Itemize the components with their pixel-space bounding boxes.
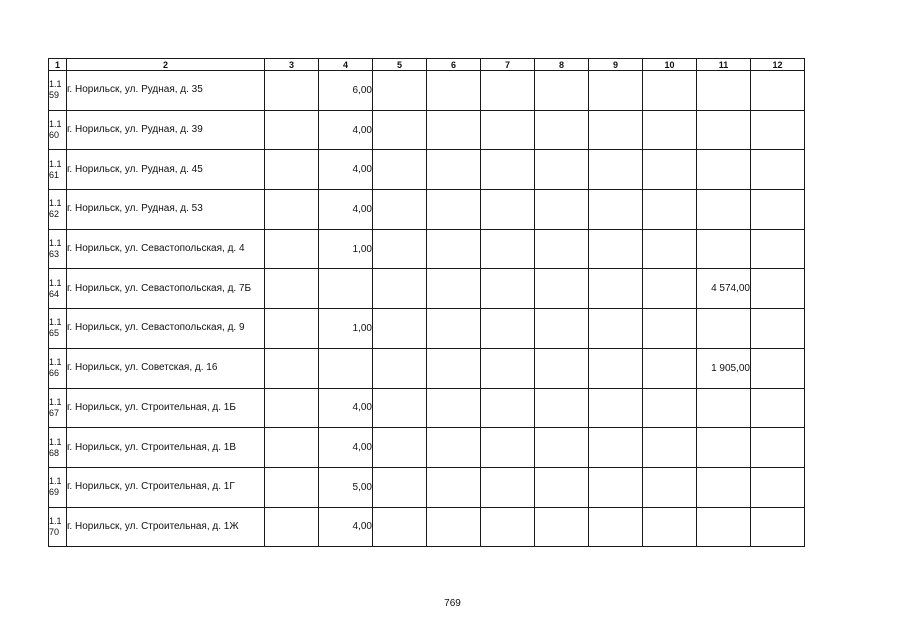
column-8-cell: [535, 150, 589, 190]
table-row: [49, 110, 805, 150]
column-6-cell: [427, 348, 481, 388]
column-header: 12: [751, 59, 805, 71]
column-3-cell: [265, 388, 319, 428]
column-11-cell: [697, 428, 751, 468]
row-number-cell: 1.1 66: [49, 348, 67, 388]
column-5-cell: [373, 229, 427, 269]
address-cell: г. Норильск, ул. Советская, д. 16: [67, 348, 265, 388]
column-header: 4: [319, 59, 373, 71]
column-11-cell: [697, 110, 751, 150]
column-8-cell: [535, 348, 589, 388]
table-row: [49, 428, 805, 468]
column-5-cell: [373, 269, 427, 309]
column-10-cell: [643, 110, 697, 150]
row-number-cell: 1.1 70: [49, 507, 67, 547]
column-9-cell: [589, 467, 643, 507]
column-10-cell: [643, 467, 697, 507]
column-9-cell: [589, 428, 643, 468]
column-7-cell: [481, 467, 535, 507]
column-3-cell: [265, 428, 319, 468]
column-5-cell: [373, 110, 427, 150]
column-4-cell: 4,00: [319, 110, 373, 150]
data-table: [48, 58, 805, 547]
column-10-cell: [643, 269, 697, 309]
column-4-cell: 5,00: [319, 467, 373, 507]
column-6-cell: [427, 428, 481, 468]
page-number: 769: [444, 598, 461, 609]
column-10-cell: [643, 309, 697, 349]
table-row: [49, 71, 805, 111]
column-6-cell: [427, 110, 481, 150]
column-11-cell: [697, 190, 751, 230]
row-number-cell: 1.1 69: [49, 467, 67, 507]
column-11-cell: 4 574,00: [697, 269, 751, 309]
column-4-cell: [319, 348, 373, 388]
column-11-cell: [697, 150, 751, 190]
table-row: [49, 309, 805, 349]
table-row: [49, 269, 805, 309]
column-8-cell: [535, 190, 589, 230]
column-10-cell: [643, 190, 697, 230]
table-row: [49, 190, 805, 230]
address-cell: г. Норильск, ул. Строительная, д. 1Г: [67, 467, 265, 507]
address-cell: г. Норильск, ул. Севастопольская, д. 4: [67, 229, 265, 269]
column-11-cell: [697, 229, 751, 269]
column-6-cell: [427, 269, 481, 309]
column-12-cell: [751, 71, 805, 111]
column-12-cell: [751, 190, 805, 230]
table-row: [49, 229, 805, 269]
column-7-cell: [481, 190, 535, 230]
column-header: 2: [67, 59, 265, 71]
column-6-cell: [427, 71, 481, 111]
column-8-cell: [535, 428, 589, 468]
column-11-cell: [697, 309, 751, 349]
column-7-cell: [481, 269, 535, 309]
column-12-cell: [751, 309, 805, 349]
row-number-cell: 1.1 68: [49, 428, 67, 468]
column-5-cell: [373, 309, 427, 349]
column-6-cell: [427, 467, 481, 507]
column-9-cell: [589, 388, 643, 428]
column-5-cell: [373, 388, 427, 428]
column-7-cell: [481, 388, 535, 428]
column-header: 3: [265, 59, 319, 71]
column-12-cell: [751, 229, 805, 269]
column-12-cell: [751, 150, 805, 190]
column-3-cell: [265, 190, 319, 230]
column-9-cell: [589, 507, 643, 547]
address-cell: г. Норильск, ул. Рудная, д. 39: [67, 110, 265, 150]
table-row: [49, 348, 805, 388]
column-3-cell: [265, 229, 319, 269]
column-10-cell: [643, 507, 697, 547]
column-4-cell: 4,00: [319, 190, 373, 230]
column-10-cell: [643, 229, 697, 269]
row-number-cell: 1.1 61: [49, 150, 67, 190]
column-7-cell: [481, 309, 535, 349]
column-10-cell: [643, 150, 697, 190]
column-10-cell: [643, 428, 697, 468]
column-12-cell: [751, 467, 805, 507]
table-row: [49, 467, 805, 507]
column-6-cell: [427, 190, 481, 230]
column-7-cell: [481, 348, 535, 388]
address-cell: г. Норильск, ул. Рудная, д. 53: [67, 190, 265, 230]
column-6-cell: [427, 507, 481, 547]
column-11-cell: [697, 71, 751, 111]
column-header: 1: [49, 59, 67, 71]
table-row: [49, 388, 805, 428]
column-header: 11: [697, 59, 751, 71]
column-7-cell: [481, 150, 535, 190]
address-cell: г. Норильск, ул. Севастопольская, д. 9: [67, 309, 265, 349]
column-header: 5: [373, 59, 427, 71]
column-12-cell: [751, 269, 805, 309]
address-cell: г. Норильск, ул. Севастопольская, д. 7Б: [67, 269, 265, 309]
address-cell: г. Норильск, ул. Строительная, д. 1Ж: [67, 507, 265, 547]
column-3-cell: [265, 269, 319, 309]
column-6-cell: [427, 388, 481, 428]
row-number-cell: 1.1 63: [49, 229, 67, 269]
column-10-cell: [643, 388, 697, 428]
column-4-cell: 6,00: [319, 71, 373, 111]
column-3-cell: [265, 110, 319, 150]
column-9-cell: [589, 229, 643, 269]
column-5-cell: [373, 348, 427, 388]
column-7-cell: [481, 71, 535, 111]
column-4-cell: 4,00: [319, 507, 373, 547]
column-9-cell: [589, 309, 643, 349]
column-8-cell: [535, 110, 589, 150]
column-3-cell: [265, 150, 319, 190]
address-cell: г. Норильск, ул. Строительная, д. 1В: [67, 428, 265, 468]
column-3-cell: [265, 507, 319, 547]
column-7-cell: [481, 229, 535, 269]
row-number-cell: 1.1 64: [49, 269, 67, 309]
address-cell: г. Норильск, ул. Строительная, д. 1Б: [67, 388, 265, 428]
header-row: [49, 59, 805, 71]
column-11-cell: [697, 467, 751, 507]
column-11-cell: 1 905,00: [697, 348, 751, 388]
column-9-cell: [589, 71, 643, 111]
column-4-cell: 1,00: [319, 309, 373, 349]
column-12-cell: [751, 507, 805, 547]
column-4-cell: 4,00: [319, 150, 373, 190]
column-7-cell: [481, 110, 535, 150]
row-number-cell: 1.1 65: [49, 309, 67, 349]
column-8-cell: [535, 71, 589, 111]
column-6-cell: [427, 309, 481, 349]
column-5-cell: [373, 428, 427, 468]
column-7-cell: [481, 507, 535, 547]
column-5-cell: [373, 150, 427, 190]
column-11-cell: [697, 388, 751, 428]
column-6-cell: [427, 150, 481, 190]
column-12-cell: [751, 388, 805, 428]
column-5-cell: [373, 71, 427, 111]
column-8-cell: [535, 507, 589, 547]
column-4-cell: [319, 269, 373, 309]
column-9-cell: [589, 150, 643, 190]
address-cell: г. Норильск, ул. Рудная, д. 35: [67, 71, 265, 111]
column-8-cell: [535, 229, 589, 269]
table-row: [49, 507, 805, 547]
row-number-cell: 1.1 59: [49, 71, 67, 111]
column-3-cell: [265, 309, 319, 349]
column-5-cell: [373, 467, 427, 507]
column-4-cell: 1,00: [319, 229, 373, 269]
column-9-cell: [589, 348, 643, 388]
column-10-cell: [643, 71, 697, 111]
row-number-cell: 1.1 62: [49, 190, 67, 230]
column-9-cell: [589, 110, 643, 150]
column-header: 10: [643, 59, 697, 71]
column-header: 6: [427, 59, 481, 71]
table-body: [49, 71, 805, 547]
column-header: 7: [481, 59, 535, 71]
column-3-cell: [265, 348, 319, 388]
column-4-cell: 4,00: [319, 428, 373, 468]
column-8-cell: [535, 309, 589, 349]
column-9-cell: [589, 269, 643, 309]
column-11-cell: [697, 507, 751, 547]
column-header: 9: [589, 59, 643, 71]
column-10-cell: [643, 348, 697, 388]
column-4-cell: 4,00: [319, 388, 373, 428]
column-header: 8: [535, 59, 589, 71]
column-3-cell: [265, 467, 319, 507]
column-12-cell: [751, 348, 805, 388]
column-12-cell: [751, 110, 805, 150]
column-8-cell: [535, 467, 589, 507]
column-8-cell: [535, 388, 589, 428]
column-7-cell: [481, 428, 535, 468]
column-5-cell: [373, 507, 427, 547]
column-6-cell: [427, 229, 481, 269]
column-3-cell: [265, 71, 319, 111]
column-5-cell: [373, 190, 427, 230]
column-12-cell: [751, 428, 805, 468]
address-cell: г. Норильск, ул. Рудная, д. 45: [67, 150, 265, 190]
column-9-cell: [589, 190, 643, 230]
row-number-cell: 1.1 60: [49, 110, 67, 150]
table-row: [49, 150, 805, 190]
column-8-cell: [535, 269, 589, 309]
row-number-cell: 1.1 67: [49, 388, 67, 428]
